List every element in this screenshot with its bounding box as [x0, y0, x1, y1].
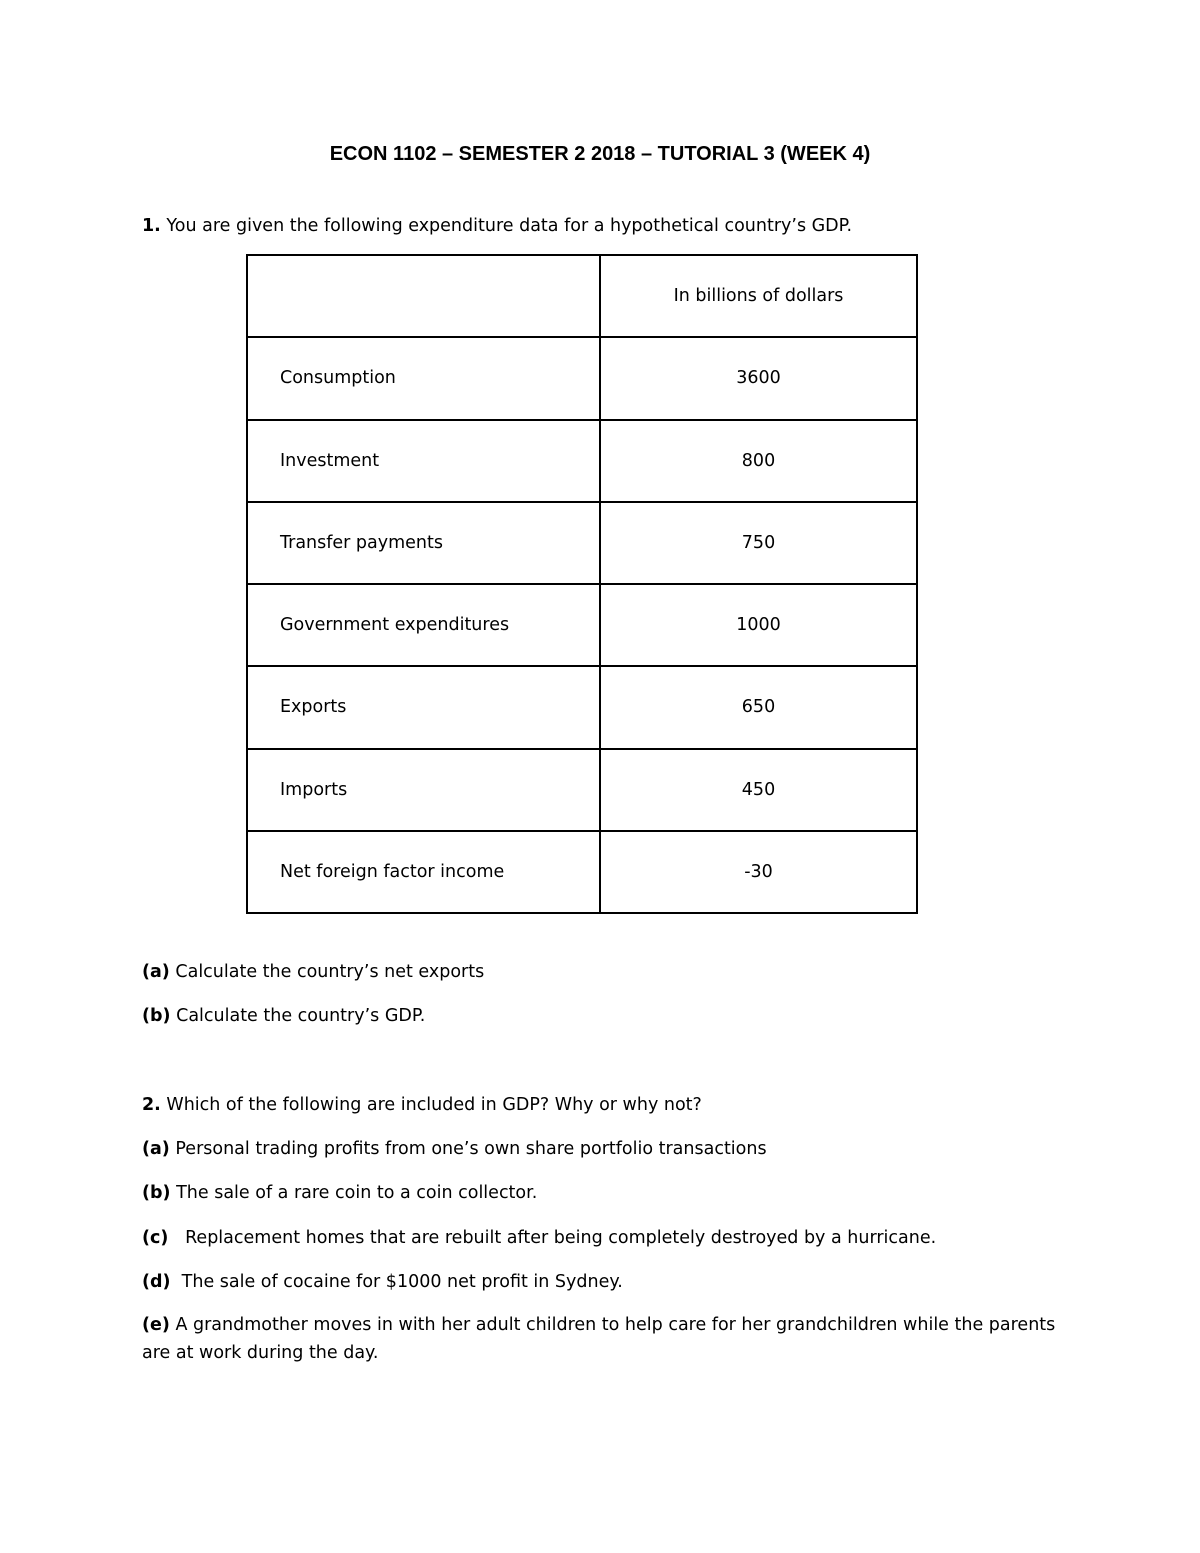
question-2-part-d [142, 1268, 623, 1296]
table-row-value: 800 [600, 420, 917, 502]
part-text: Calculate the country’s net exports [169, 962, 485, 982]
table-row [247, 337, 917, 419]
question-1-part-a [142, 958, 484, 986]
question-1-part-b [142, 1002, 425, 1030]
table-row-value: 1000 [600, 584, 917, 666]
part-text: A grandmother moves in with her adult children to help care for her grandchildren while the parents are at work during the day. [142, 1315, 1056, 1363]
table-row-item: Exports [247, 666, 600, 748]
part-label: (a) [142, 962, 170, 982]
table-row [247, 666, 917, 748]
table-row-value: 650 [600, 666, 917, 748]
question-2-text: Which of the following are included in GDP? Why or why not? [160, 1095, 702, 1115]
part-label: (e) [142, 1315, 170, 1335]
table-row [247, 584, 917, 666]
part-text: Replacement homes that are rebuilt after being completely destroyed by a hurricane. [168, 1228, 937, 1248]
table-row-item: Transfer payments [247, 502, 600, 584]
table-row-item: Consumption [247, 337, 600, 419]
part-label: (b) [142, 1006, 171, 1026]
part-text: Calculate the country’s GDP. [170, 1006, 426, 1026]
question-2-number: 2. [142, 1095, 161, 1115]
table-row-value: 750 [600, 502, 917, 584]
part-text: Personal trading profits from one’s own share portfolio transactions [169, 1139, 767, 1159]
question-2-part-a [142, 1135, 767, 1163]
table-row-item: Government expenditures [247, 584, 600, 666]
part-label: (c) [142, 1228, 169, 1248]
table-row [247, 420, 917, 502]
table-header-value: In billions of dollars [600, 255, 917, 337]
question-2-part-c [142, 1224, 936, 1252]
question-2-part-b [142, 1179, 537, 1207]
table-row-item: Net foreign factor income [247, 831, 600, 913]
part-text: The sale of cocaine for $1000 net profit in Sydney. [170, 1272, 623, 1292]
table-row-value: 450 [600, 749, 917, 831]
question-1-text: You are given the following expenditure data for a hypothetical country’s GDP. [160, 216, 853, 236]
table-row-value: 3600 [600, 337, 917, 419]
question-2-prompt [142, 1091, 702, 1119]
table-row [247, 749, 917, 831]
table-header-row [247, 255, 917, 337]
table-row [247, 831, 917, 913]
part-text: The sale of a rare coin to a coin collector. [170, 1183, 538, 1203]
table-row [247, 502, 917, 584]
page-title: ECON 1102 – SEMESTER 2 2018 – TUTORIAL 3 (WEEK 4) [329, 143, 871, 165]
table-row-item: Imports [247, 749, 600, 831]
question-2-part-e [142, 1311, 1062, 1367]
part-label: (b) [142, 1183, 171, 1203]
table-row-item: Investment [247, 420, 600, 502]
question-1-prompt [142, 212, 852, 240]
table-row-value: -30 [600, 831, 917, 913]
expenditure-table [246, 254, 918, 914]
part-label: (a) [142, 1139, 170, 1159]
table-header-blank [247, 255, 600, 337]
question-1-number: 1. [142, 216, 161, 236]
part-label: (d) [142, 1272, 171, 1292]
